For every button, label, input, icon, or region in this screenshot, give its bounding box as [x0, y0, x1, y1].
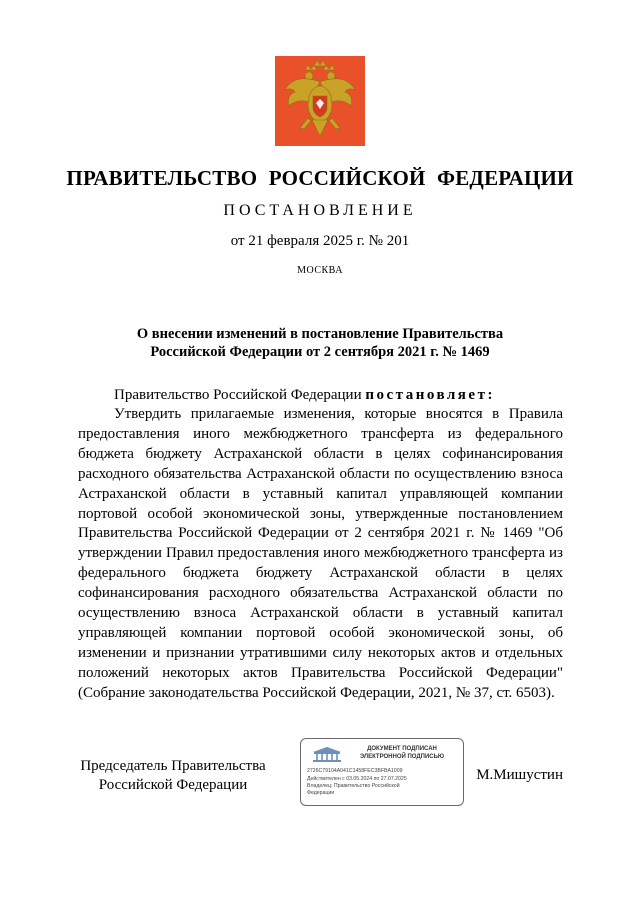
stamp-title [345, 745, 459, 761]
subject-line-2: Российской Федерации от 2 сентября 2021 г. № 1469 [150, 344, 490, 360]
intro-prefix: Правительство Российской Федерации [114, 387, 366, 403]
signatory-position-line-1: Председатель Правительства [80, 758, 266, 774]
stamp-title-line-2: ЭЛЕКТРОННОЙ ПОДПИСЬЮ [359, 754, 445, 760]
document-body [78, 385, 563, 704]
signatory-position-line-2: Российской Федерации [98, 777, 248, 793]
document-subject [100, 325, 540, 361]
main-paragraph: Утвердить прилагаемые изменения, которые вносятся в Правила предоставления иного межбюджетного трансферта из федерального бюджета бюджету Астраханской области в целях софинансирования расходного обязательства Астраханской области по осуществлению взноса Астраханской области в уставный капитал управляющей компании портовой особой экономической зоны, утвержденные постановлением Правительства Российской Федерации от 2 сентября 2021 г. № 1469 "Об утверждении Правил предоставления иного межбюджетного трансферта из федерального бюджета бюджету Астраханской области в целях софинансирования расходного обязательства Астраханской области по осуществлению взноса Астраханской области в уставный капитал управляющей компании портовой особой экономической зоны, об изменении и признании утратившими силу некоторых актов и отдельных положений некоторых актов Правительства Российской Федерации" (Собрание законодательства Российской Федерации, 2021, № 37, ст. 6503). [78, 406, 563, 701]
document-date-number: от 21 февраля 2025 г. № 201 [230, 233, 410, 249]
stamp-owner-line-1: Владелец: Правительство Российской [307, 783, 400, 789]
document-type: ПОСТАНОВЛЕНИЕ [223, 202, 417, 219]
building-icon [309, 745, 345, 763]
stamp-title-line-1: ДОКУМЕНТ ПОДПИСАН [367, 746, 437, 752]
signatory-name: М.Мишустин [476, 767, 563, 783]
intro-verb: постановляет: [365, 387, 495, 403]
document-city: МОСКВА [297, 265, 343, 276]
coat-of-arms-icon [275, 56, 365, 146]
subject-line-1: О внесении изменений в постановление Правительства [136, 326, 504, 342]
stamp-owner-line-2: Федерации [307, 790, 335, 796]
electronic-signature-stamp [300, 738, 464, 806]
intro-paragraph [78, 385, 563, 405]
stamp-certificate: 2726C79104A041C1458FEC3BFBA1009 [307, 768, 403, 774]
government-title: ПРАВИТЕЛЬСТВО РОССИЙСКОЙ ФЕДЕРАЦИИ [66, 166, 574, 190]
stamp-validity: Действителен с 03.05.2024 по 27.07.2025 [307, 776, 407, 782]
signatory-position [78, 757, 268, 795]
